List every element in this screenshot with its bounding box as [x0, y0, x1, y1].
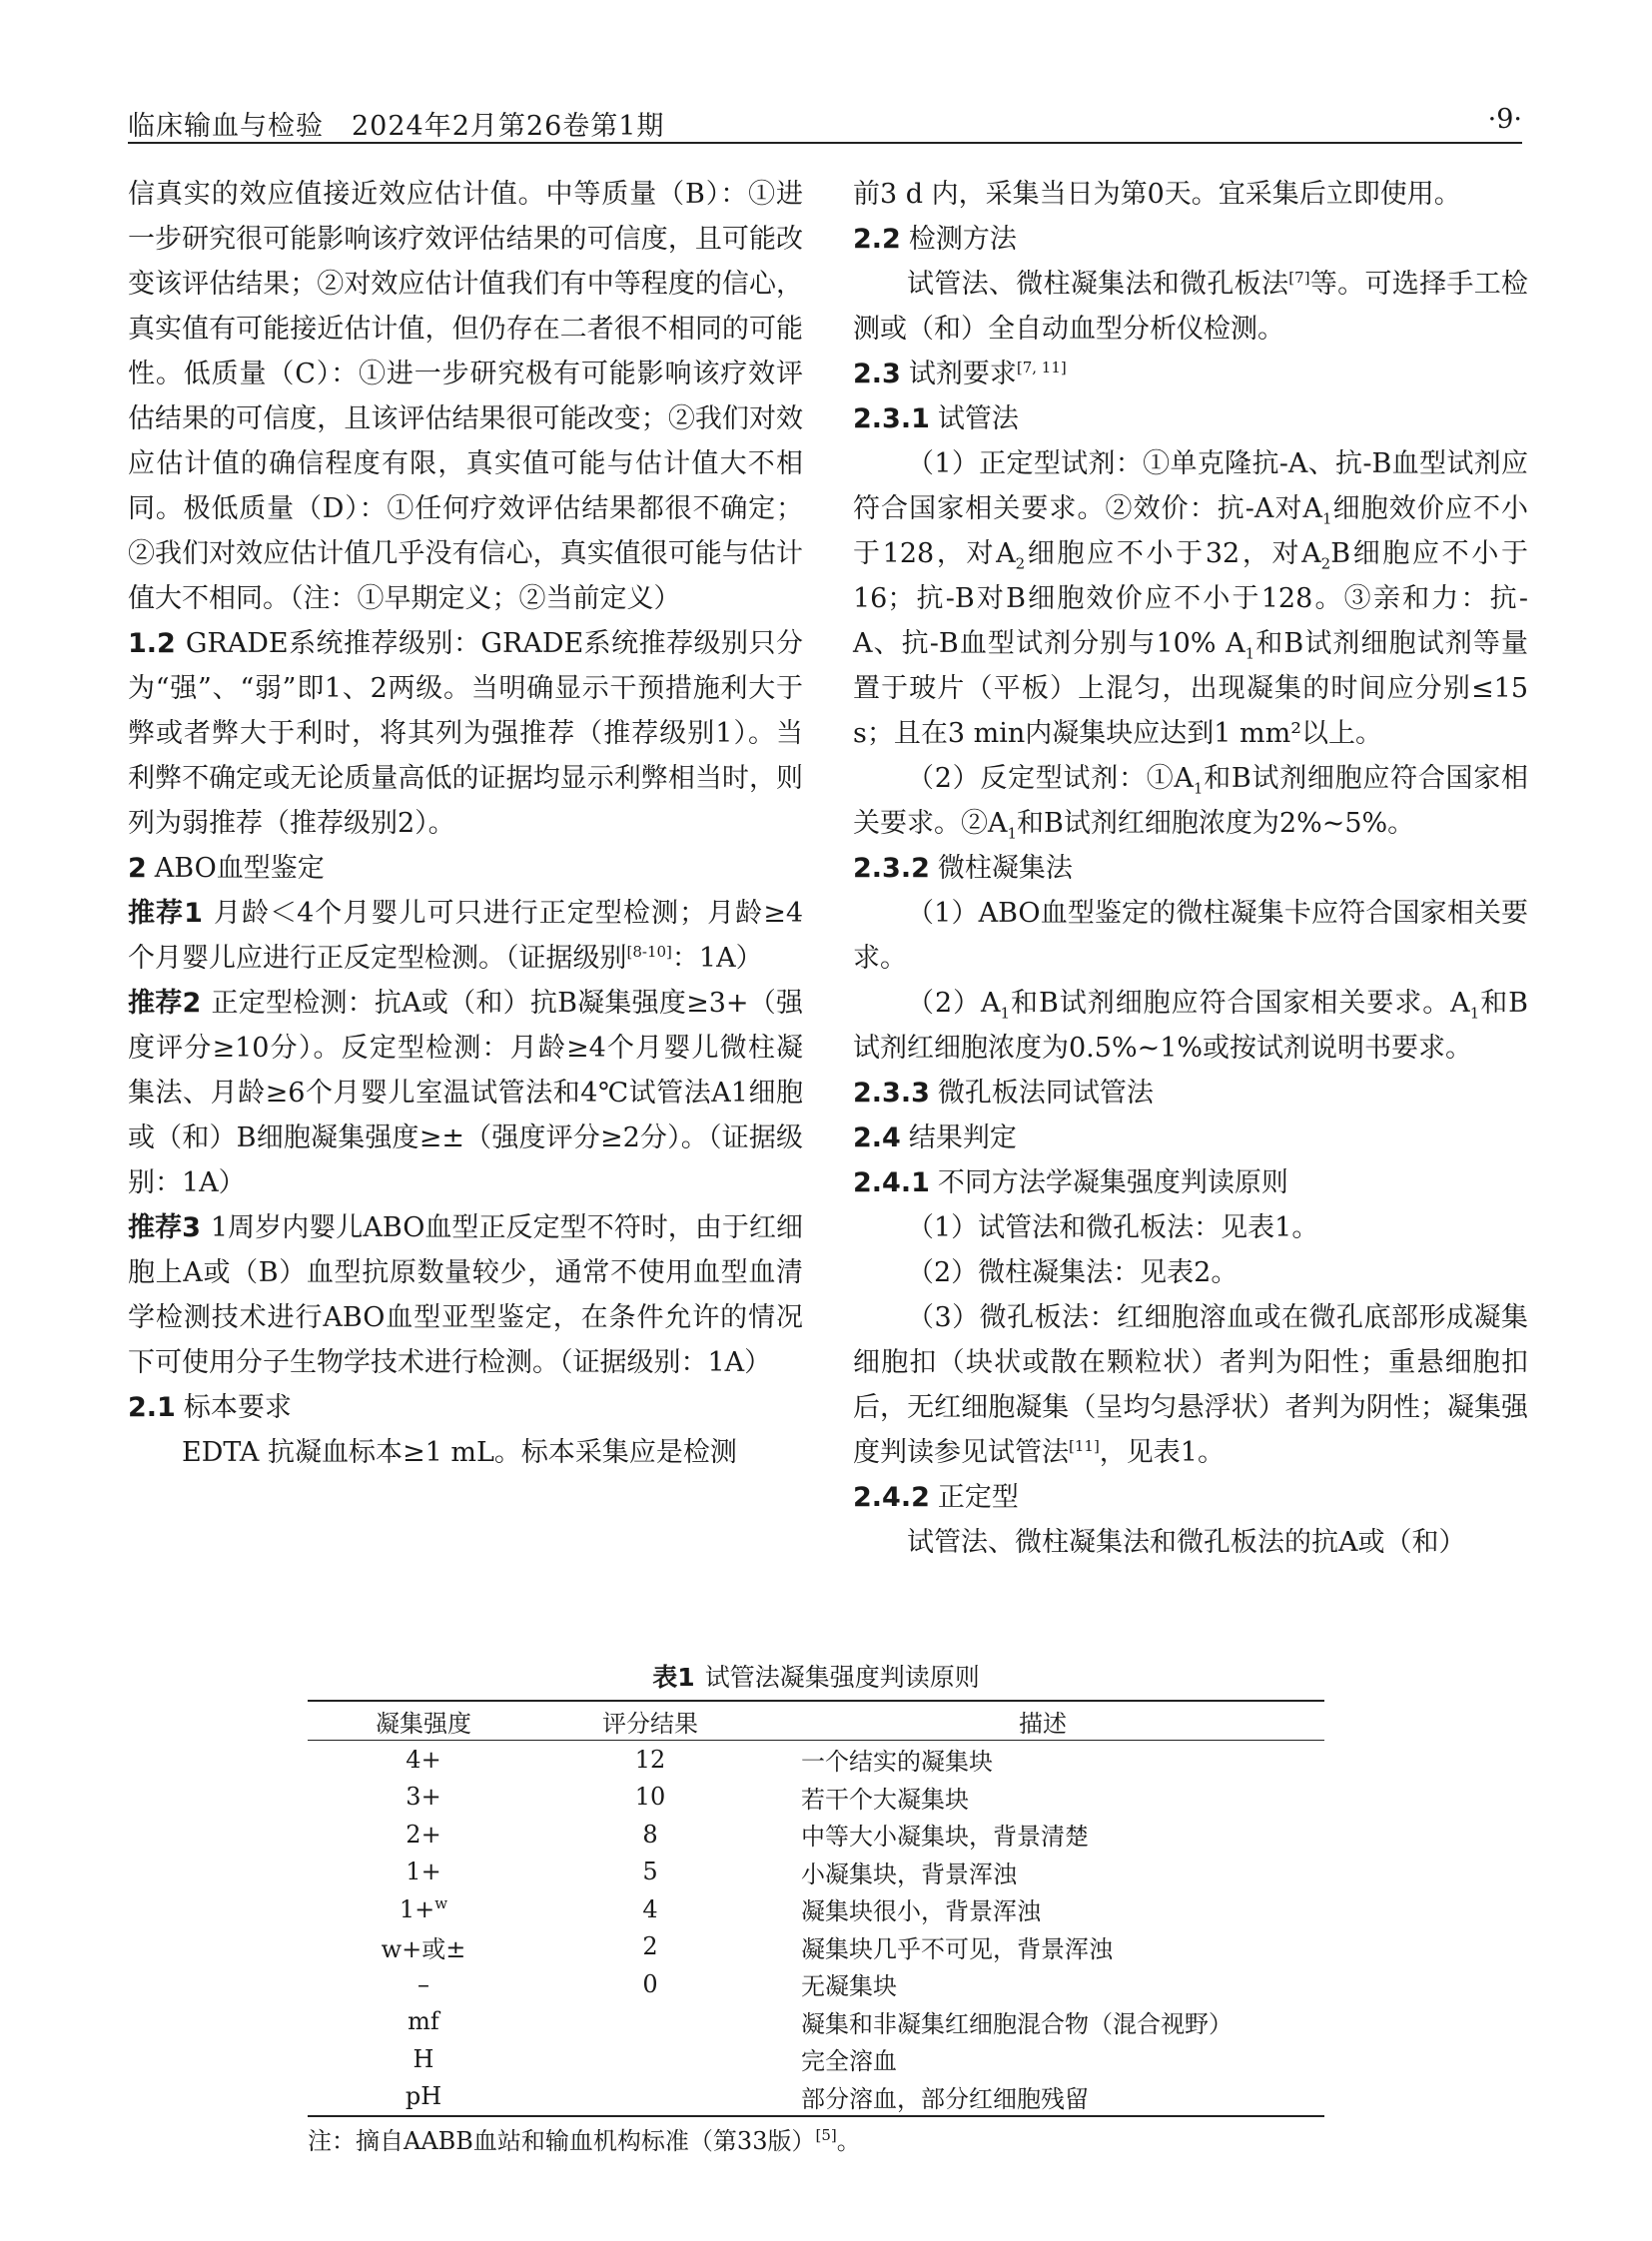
text: ，见表1。	[1099, 1437, 1225, 1468]
recommendation-label: 推荐3	[128, 1212, 201, 1243]
cell-strength: 2+	[406, 1820, 441, 1849]
text: （1）正定型试剂：①单克隆抗-A、抗-B血型试剂应符合国家相关要求。②效价：抗-A对A	[853, 448, 1528, 524]
section-number: 2	[128, 853, 147, 884]
section-number: 2.2	[853, 224, 901, 255]
recommendation-tail: ：1A）	[671, 943, 763, 974]
subscript: 1	[1244, 644, 1255, 663]
table-row	[308, 1816, 1324, 1854]
microcolumn-card: （1）ABO血型鉴定的微柱凝集卡应符合国家相关要求。	[853, 898, 1528, 974]
section-number: 2.4	[853, 1122, 901, 1153]
recommendation-1	[128, 891, 803, 981]
section-title: ABO血型鉴定	[154, 853, 325, 884]
section-number: 1.2	[128, 628, 176, 659]
table-title: 试管法凝集强度判读原则	[704, 1663, 980, 1692]
citation: [7]	[1288, 269, 1310, 287]
specimen-requirements: EDTA 抗凝血标本≥1 mL。标本采集应是检测	[182, 1437, 737, 1468]
text: 试管法、微柱凝集法和微孔板法	[907, 269, 1289, 300]
specimen-continued: 前3 d 内，采集当日为第0天。宜采集后立即使用。	[853, 179, 1461, 210]
section-title: 检测方法	[908, 224, 1017, 255]
subscript: 1	[1469, 1004, 1480, 1023]
section-2-1-heading	[128, 1385, 803, 1430]
section-title: 正定型	[937, 1482, 1019, 1513]
section-title: 不同方法学凝集强度判读原则	[937, 1167, 1288, 1198]
table-row	[308, 1779, 1324, 1817]
note-tail: 。	[836, 2127, 861, 2155]
note-text: 注：摘自AABB血站和输血机构标准（第33版）	[308, 2127, 816, 2155]
text: 和B试剂红细胞浓度为0.5%~1%或按试剂说明书要求。	[853, 988, 1528, 1064]
cell-strength: mf	[408, 2007, 439, 2036]
section-2-heading	[128, 846, 803, 891]
citation: [11]	[1069, 1437, 1100, 1455]
cell-description: 无凝集块	[801, 1972, 897, 2001]
subscript: 1	[1007, 824, 1018, 843]
section-2-4-heading	[853, 1116, 1528, 1160]
cell-description: 小凝集块，背景浑浊	[801, 1860, 1017, 1888]
cell-strength	[308, 1890, 539, 1928]
cell-description: 凝集块几乎不可见，背景浑浊	[801, 1934, 1113, 1963]
text: 和B试剂红细胞浓度为2%~5%。	[1017, 808, 1415, 839]
cell-strength: H	[413, 2044, 434, 2073]
table-row	[308, 2003, 1324, 2041]
text: 和B试剂细胞应符合国家相关要求。②A	[853, 763, 1528, 839]
subscript: 1	[1322, 509, 1332, 528]
table-number: 表1	[652, 1663, 695, 1692]
cell-description: 部分溶血，部分红细胞残留	[801, 2084, 1089, 2113]
header-strength: 凝集强度	[376, 1709, 471, 1738]
cell-description: 凝集块很小，背景浑浊	[801, 1897, 1041, 1926]
section-number: 2.1	[128, 1392, 176, 1423]
paragraph-quality-levels: 信真实的效应值接近效应估计值。中等质量（B）：①进一步研究很可能影响该疗效评估结果的可信度，且可能改变该评估结果；②对效应估计值我们有中等程度的信心，真实值有可能接近估计值，但仍存在二者很不相同的可能性。低质量（C）：①进一步研究极有可能影响该疗效评估结果的可信度，且该评估结果很可能改变；②我们对效应估计值的确信程度有限，真实值可能与估计值大不相同。极低质量（D）：①任何疗效评估结果都很不确定；②我们对效应估计值几乎没有信心，真实值很可能与估计值大不相同。（注：①早期定义；②当前定义）	[128, 179, 803, 614]
section-2-3-1-heading	[853, 396, 1528, 441]
recommendation-text: 月龄＜4个月婴儿可只进行正定型检测；月龄≥4个月婴儿应进行正反定型检测。（证据级别	[128, 898, 803, 974]
section-title: 标本要求	[183, 1392, 292, 1423]
cell-score: 8	[642, 1820, 658, 1849]
strength-text: 1+	[399, 1894, 435, 1923]
cell-description: 若干个大凝集块	[801, 1785, 969, 1814]
tube-method-item: （1）试管法和微孔板法：见表1。	[907, 1212, 1319, 1243]
text: （3）微孔板法：红细胞溶血或在微孔底部形成凝集细胞扣（块状或散在颗粒状）者判为阳性；重悬细胞扣后，无红细胞凝集（呈均匀悬浮状）者判为阴性；凝集强度判读参见试管法	[853, 1302, 1528, 1468]
text: B细胞应不小于16；抗-B对B细胞效价应不小于128。③亲和力：抗-A、抗-B血型试剂分别与10% A	[853, 538, 1528, 659]
table-1	[308, 1658, 1324, 2156]
cell-strength: 3+	[406, 1783, 441, 1812]
text: 细胞应不小于32，对A	[1025, 538, 1321, 569]
section-2-2-heading	[853, 217, 1528, 262]
citation: [8-10]	[626, 943, 672, 961]
cell-description: 凝集和非凝集红细胞混合物（混合视野）	[801, 2009, 1233, 2038]
cell-score: 12	[634, 1745, 666, 1774]
text: 和B试剂细胞应符合国家相关要求。A	[1010, 988, 1470, 1019]
cell-description: 中等大小凝集块，背景清楚	[801, 1823, 1089, 1852]
subscript: 2	[1320, 554, 1331, 573]
journal-info: 临床输血与检验 2024年2月第26卷第1期	[128, 111, 665, 142]
section-number: 2.3.1	[853, 403, 930, 434]
cell-score	[539, 2040, 761, 2078]
citation: [7, 11]	[1016, 359, 1067, 376]
section-text: GRADE系统推荐级别：GRADE系统推荐级别只分为“强”、“弱”即1、2两级。当明确显示干预措施利大于弊或者弊大于利时，将其列为强推荐（推荐级别1）。当利弊不确定或无论质量高低的证据均显示利弊相当时，则列为弱推荐（推荐级别2）。	[128, 628, 803, 839]
table-row	[308, 1965, 1324, 2003]
section-title: 微孔板法同试管法	[937, 1078, 1154, 1109]
recommendation-text: 1周岁内婴儿ABO血型正反定型不符时，由于红细胞上A或（B）血型抗原数量较少，通常不使用血型血清学检测技术进行ABO血型亚型鉴定，在条件允许的情况下可使用分子生物学技术进行检测。（证据级别：1A）	[128, 1212, 803, 1378]
cell-strength: 1+	[406, 1858, 441, 1886]
recommendation-2	[128, 981, 803, 1205]
table-caption	[308, 1658, 1324, 1694]
recommendation-label: 推荐2	[128, 988, 202, 1019]
table-row	[308, 1854, 1324, 1891]
table-note	[308, 2121, 1324, 2156]
section-2-3-3-heading	[853, 1071, 1528, 1116]
cell-score	[539, 2003, 761, 2041]
section-number: 2.4.2	[853, 1482, 930, 1513]
section-2-4-1-heading	[853, 1160, 1528, 1205]
right-column	[853, 172, 1528, 1565]
header-description: 描述	[1019, 1709, 1067, 1738]
section-2-3-heading	[853, 352, 1528, 396]
table-row	[308, 1928, 1324, 1966]
cell-score	[539, 2078, 761, 2117]
subscript: 1	[1193, 779, 1204, 798]
section-1-2	[128, 621, 803, 846]
recommendation-3	[128, 1205, 803, 1385]
recommendation-text: 正定型检测：抗A或（和）抗B凝集强度≥3+（强度评分≥10分）。反定型检测：月龄≥4个月婴儿微柱凝集法、月龄≥6个月婴儿室温试管法和4℃试管法A1细胞或（和）B细胞凝集强度≥±（强度评分≥2分）。（证据级别：1A）	[128, 988, 803, 1198]
section-number: 2.3.3	[853, 1078, 930, 1109]
section-title: 试管法	[937, 403, 1019, 434]
header-score: 评分结果	[602, 1709, 698, 1738]
table-row	[308, 1890, 1324, 1928]
left-column	[128, 172, 803, 1475]
cell-description: 一个结实的凝集块	[801, 1748, 993, 1777]
section-number: 2.3	[853, 359, 901, 389]
running-header	[128, 104, 1522, 144]
cell-score: 5	[642, 1858, 658, 1886]
cell-score: 2	[642, 1932, 658, 1961]
cell-description: 完全溶血	[801, 2047, 897, 2076]
cell-strength: –	[417, 1969, 429, 1998]
table-row	[308, 2078, 1324, 2117]
text: 等。可选择手工检测或（和）全自动血型分析仪检测。	[853, 269, 1529, 345]
forward-typing-reagent	[853, 441, 1528, 756]
microplate-item	[853, 1295, 1528, 1475]
section-title: 结果判定	[908, 1122, 1017, 1153]
recommendation-label: 推荐1	[128, 898, 203, 929]
cell-strength: pH	[405, 2082, 442, 2111]
section-title: 试剂要求	[908, 359, 1017, 389]
forward-typing-text: 试管法、微柱凝集法和微孔板法的抗A或（和）	[907, 1527, 1466, 1558]
table-header-row	[308, 1701, 1324, 1741]
microcolumn-cells	[853, 981, 1528, 1071]
subscript: 2	[1015, 554, 1026, 573]
page-number: ·9·	[1487, 104, 1522, 135]
cell-score: 4	[642, 1894, 658, 1923]
text: （2）A	[907, 988, 1001, 1019]
table-row	[308, 1741, 1324, 1779]
superscript: w	[434, 1893, 448, 1912]
section-number: 2.3.2	[853, 853, 930, 884]
cell-strength: 4+	[406, 1745, 441, 1774]
table-row	[308, 2040, 1324, 2078]
detection-methods	[853, 262, 1528, 352]
section-2-4-2-heading	[853, 1475, 1528, 1520]
subscript: 1	[1000, 1004, 1011, 1023]
section-number: 2.4.1	[853, 1167, 930, 1198]
text: 细胞效价应不小于128，对A	[853, 493, 1528, 569]
microcolumn-item: （2）微柱凝集法：见表2。	[907, 1257, 1239, 1288]
text: （2）反定型试剂：①A	[907, 763, 1194, 794]
agglutination-table	[308, 1700, 1324, 2117]
cell-score: 10	[634, 1783, 666, 1812]
reverse-typing-reagent	[853, 756, 1528, 846]
section-2-3-2-heading	[853, 846, 1528, 891]
text: 和B试剂细胞试剂等量置于玻片（平板）上混匀，出现凝集的时间应分别≤15 s；且在3 min内凝集块应达到1 mm²以上。	[853, 628, 1528, 749]
cell-strength: w+或±	[381, 1934, 466, 1963]
section-title: 微柱凝集法	[937, 853, 1073, 884]
cell-score: 0	[642, 1969, 658, 1998]
citation: [5]	[815, 2126, 837, 2144]
